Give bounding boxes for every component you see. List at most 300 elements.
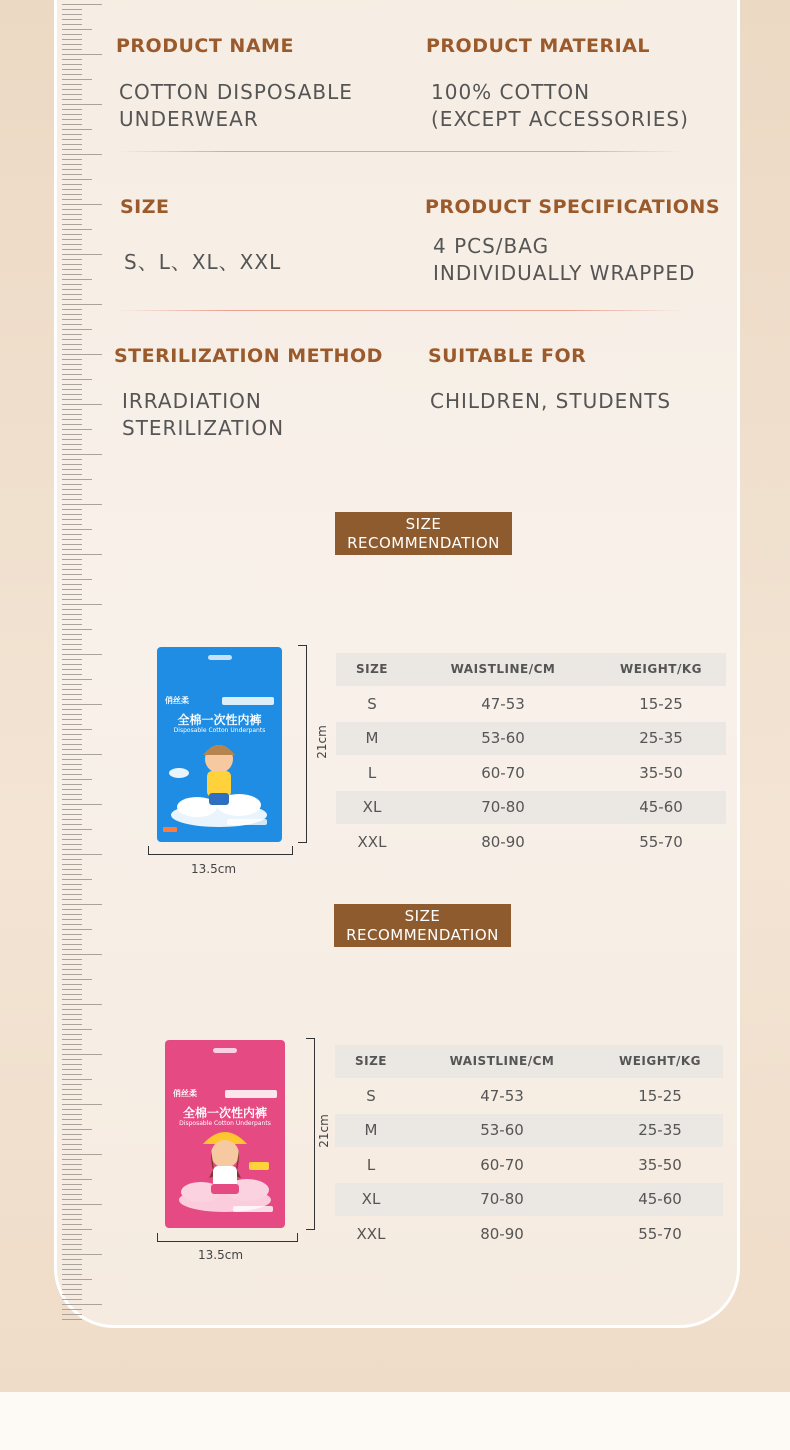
ruler-tick	[62, 949, 82, 950]
ruler-tick	[62, 99, 82, 100]
width-dimension-label: 13.5cm	[191, 862, 237, 876]
spec-value-line: STERILIZATION	[122, 416, 285, 440]
ruler-tick	[62, 464, 82, 465]
ruler-tick	[62, 284, 82, 285]
ruler-tick	[62, 879, 92, 880]
ruler-tick	[62, 819, 82, 820]
ruler-tick	[62, 609, 82, 610]
ruler-tick	[62, 614, 82, 615]
ruler-tick	[62, 1159, 82, 1160]
ruler-tick	[62, 109, 82, 110]
ruler-tick	[62, 549, 82, 550]
spec-value-line: UNDERWEAR	[119, 107, 259, 131]
ruler-tick	[62, 1219, 82, 1220]
spec-value-product-name	[119, 79, 353, 133]
package-logo: 俏丝柔	[173, 1089, 197, 1098]
ruler-tick	[62, 769, 82, 770]
ruler-tick	[62, 194, 82, 195]
table-cell: L	[366, 1155, 376, 1174]
ruler-tick	[62, 29, 92, 30]
table-cell: 45-60	[638, 1190, 682, 1209]
package-logo: 俏丝柔	[165, 696, 189, 705]
ruler-tick	[62, 639, 82, 640]
ruler-tick	[62, 999, 82, 1000]
ruler-tick	[62, 789, 82, 790]
ruler-tick	[62, 689, 82, 690]
ruler-tick	[62, 1014, 82, 1015]
table-cell: 15-25	[639, 694, 683, 713]
spec-value-line: (EXCEPT ACCESSORIES)	[431, 107, 689, 131]
table-row	[336, 791, 726, 824]
ruler-tick	[62, 344, 82, 345]
ruler-tick	[62, 1134, 82, 1135]
table-cell: 70-80	[481, 798, 525, 817]
table-header-cell: WAISTLINE/CM	[450, 662, 556, 677]
ruler-tick	[62, 504, 102, 505]
ruler-tick	[62, 649, 82, 650]
growth-ruler-decoration	[62, 0, 104, 1320]
ruler-tick	[62, 1189, 82, 1190]
ruler-tick	[62, 714, 82, 715]
spec-value-suitable-for	[430, 388, 671, 415]
ruler-tick	[62, 89, 82, 90]
ruler-tick	[62, 674, 82, 675]
table-cell: XL	[362, 798, 382, 817]
badge-line: RECOMMENDATION	[346, 926, 499, 944]
table-cell: 70-80	[480, 1190, 524, 1209]
ruler-tick	[62, 1119, 82, 1120]
ruler-tick	[62, 979, 92, 980]
ruler-tick	[62, 59, 82, 60]
ruler-tick	[62, 1099, 82, 1100]
ruler-tick	[62, 119, 82, 120]
table-cell: L	[367, 763, 377, 782]
ruler-tick	[62, 9, 82, 10]
ruler-tick	[62, 429, 92, 430]
ruler-tick	[62, 164, 82, 165]
table-row	[335, 1080, 723, 1113]
ruler-tick	[62, 424, 82, 425]
ruler-tick	[62, 1284, 82, 1285]
ruler-tick	[62, 894, 82, 895]
ruler-tick	[62, 44, 82, 45]
width-dimension-bracket	[148, 846, 293, 855]
ruler-tick	[62, 49, 82, 50]
table-cell: 53-60	[480, 1121, 524, 1140]
ruler-tick	[62, 799, 82, 800]
ruler-tick	[62, 1214, 82, 1215]
table-header-cell: WAISTLINE/CM	[449, 1054, 555, 1069]
ruler-tick	[62, 1069, 82, 1070]
spec-label-product-specifications: PRODUCT SPECIFICATIONS	[425, 196, 721, 218]
ruler-tick	[62, 399, 82, 400]
badge-line: RECOMMENDATION	[347, 534, 500, 552]
ruler-tick	[62, 1004, 102, 1005]
package-subtitle: Disposable Cotton Underpants	[179, 1120, 271, 1127]
table-cell: 25-35	[639, 729, 683, 748]
table-cell: 25-35	[638, 1121, 682, 1140]
ruler-tick	[62, 299, 82, 300]
table-header-row	[335, 1045, 723, 1078]
ruler-tick	[62, 684, 82, 685]
ruler-tick	[62, 514, 82, 515]
ruler-tick	[62, 664, 82, 665]
ruler-tick	[62, 779, 92, 780]
ruler-tick	[62, 79, 92, 80]
ruler-tick	[62, 374, 82, 375]
ruler-tick	[62, 909, 82, 910]
ruler-tick	[62, 1154, 102, 1155]
ruler-tick	[62, 814, 82, 815]
ruler-tick	[62, 994, 82, 995]
ruler-tick	[62, 729, 92, 730]
ruler-tick	[62, 309, 82, 310]
spec-value-line: 100% COTTON	[431, 80, 591, 104]
ruler-tick	[62, 709, 82, 710]
ruler-tick	[62, 1299, 82, 1300]
ruler-tick	[62, 469, 82, 470]
height-dimension-bracket	[298, 645, 307, 843]
ruler-tick	[62, 449, 82, 450]
spec-value-sterilization-method	[122, 388, 284, 442]
ruler-tick	[62, 1024, 82, 1025]
ruler-tick	[62, 759, 82, 760]
ruler-tick	[62, 1064, 82, 1065]
ruler-tick	[62, 594, 82, 595]
ruler-tick	[62, 1259, 82, 1260]
ruler-tick	[62, 1074, 82, 1075]
ruler-tick	[62, 1184, 82, 1185]
ruler-tick	[62, 1089, 82, 1090]
table-row	[336, 688, 726, 721]
table-header-cell: WEIGHT/KG	[618, 1054, 701, 1069]
ruler-tick	[62, 579, 92, 580]
spec-value-line: INDIVIDUALLY WRAPPED	[433, 261, 696, 285]
ruler-tick	[62, 139, 82, 140]
ruler-tick	[62, 1149, 82, 1150]
ruler-tick	[62, 294, 82, 295]
ruler-tick	[62, 1269, 82, 1270]
ruler-tick	[62, 989, 82, 990]
ruler-tick	[62, 1054, 102, 1055]
ruler-tick	[62, 1104, 102, 1105]
ruler-tick	[62, 524, 82, 525]
ruler-tick	[62, 584, 82, 585]
ruler-tick	[62, 84, 82, 85]
ruler-tick	[62, 784, 82, 785]
ruler-tick	[62, 974, 82, 975]
section-divider	[116, 151, 684, 152]
table-cell: 45-60	[639, 798, 683, 817]
spec-value-line: COTTON DISPOSABLE	[119, 80, 353, 104]
ruler-tick	[62, 1319, 82, 1320]
table-cell: XL	[361, 1190, 381, 1209]
package-title: 全棉一次性内裤	[177, 713, 262, 727]
height-dimension-label: 21cm	[315, 725, 329, 759]
ruler-tick	[62, 984, 82, 985]
ruler-tick	[62, 379, 92, 380]
table-cell: 60-70	[480, 1155, 524, 1174]
ruler-tick	[62, 499, 82, 500]
ruler-tick	[62, 184, 82, 185]
ruler-tick	[62, 229, 92, 230]
ruler-tick	[62, 249, 82, 250]
ruler-tick	[62, 24, 82, 25]
ruler-tick	[62, 1244, 82, 1245]
ruler-tick	[62, 809, 82, 810]
ruler-tick	[62, 574, 82, 575]
ruler-tick	[62, 1204, 102, 1205]
ruler-tick	[62, 884, 82, 885]
ruler-tick	[62, 254, 102, 255]
ruler-tick	[62, 944, 82, 945]
ruler-tick	[62, 634, 82, 635]
spec-value-line: 4 PCS/BAG	[433, 234, 550, 258]
ruler-tick	[62, 1264, 82, 1265]
ruler-tick	[62, 454, 102, 455]
ruler-tick	[62, 439, 82, 440]
spec-label-product-material: PRODUCT MATERIAL	[426, 35, 651, 57]
ruler-tick	[62, 644, 82, 645]
ruler-tick	[62, 479, 92, 480]
ruler-tick	[62, 14, 82, 15]
table-cell: 47-53	[480, 1086, 524, 1105]
ruler-tick	[62, 39, 82, 40]
spec-label-suitable-for: SUITABLE FOR	[428, 345, 587, 367]
table-cell: 35-50	[638, 1155, 682, 1174]
ruler-tick	[62, 654, 102, 655]
table-cell: S	[367, 694, 377, 713]
ruler-tick	[62, 519, 82, 520]
ruler-tick	[62, 219, 82, 220]
ruler-tick	[62, 1029, 92, 1030]
ruler-tick	[62, 874, 82, 875]
ruler-tick	[62, 1294, 82, 1295]
spec-value-size	[124, 249, 281, 276]
ruler-tick	[62, 234, 82, 235]
ruler-tick	[62, 1139, 82, 1140]
ruler-tick	[62, 899, 82, 900]
ruler-tick	[62, 1234, 82, 1235]
ruler-tick	[62, 559, 82, 560]
product-package-image-blue	[157, 647, 282, 842]
badge-line: SIZE	[405, 515, 442, 533]
ruler-tick	[62, 539, 82, 540]
spec-label-product-name: PRODUCT NAME	[116, 35, 294, 57]
table-row	[335, 1114, 723, 1147]
ruler-tick	[62, 279, 92, 280]
ruler-tick	[62, 534, 82, 535]
table-cell: XXL	[356, 1224, 386, 1243]
ruler-tick	[62, 744, 82, 745]
table-cell: 15-25	[638, 1086, 682, 1105]
table-cell: 80-90	[481, 832, 525, 851]
size-table	[336, 653, 726, 859]
ruler-tick	[62, 259, 82, 260]
ruler-tick	[62, 74, 82, 75]
ruler-tick	[62, 854, 102, 855]
ruler-tick	[62, 1109, 82, 1110]
package-subtitle: Disposable Cotton Underpants	[173, 727, 266, 734]
ruler-tick	[62, 444, 82, 445]
ruler-tick	[62, 1114, 82, 1115]
table-row	[335, 1149, 723, 1182]
ruler-tick	[62, 939, 82, 940]
height-dimension-bracket	[306, 1038, 315, 1230]
ruler-tick	[62, 589, 82, 590]
ruler-tick	[62, 1124, 82, 1125]
ruler-tick	[62, 364, 82, 365]
ruler-tick	[62, 19, 82, 20]
ruler-tick	[62, 844, 82, 845]
ruler-tick	[62, 1254, 102, 1255]
ruler-tick	[62, 1079, 92, 1080]
spec-value-line: CHILDREN, STUDENTS	[430, 389, 672, 413]
width-dimension-label: 13.5cm	[198, 1248, 244, 1262]
ruler-tick	[62, 1249, 82, 1250]
ruler-tick	[62, 804, 102, 805]
ruler-tick	[62, 314, 82, 315]
spec-label-size: SIZE	[120, 196, 170, 218]
height-dimension-label: 21cm	[317, 1114, 331, 1148]
package-illustration-icon	[165, 1040, 285, 1228]
ruler-tick	[62, 774, 82, 775]
ruler-tick	[62, 749, 82, 750]
ruler-tick	[62, 859, 82, 860]
ruler-tick	[62, 529, 92, 530]
ruler-tick	[62, 839, 82, 840]
ruler-tick	[62, 849, 82, 850]
table-row	[336, 757, 726, 790]
size-recommendation-badge	[334, 904, 511, 947]
table-cell: 47-53	[481, 694, 525, 713]
ruler-tick	[62, 864, 82, 865]
table-cell: 53-60	[481, 729, 525, 748]
ruler-tick	[62, 489, 82, 490]
ruler-tick	[62, 719, 82, 720]
ruler-tick	[62, 54, 102, 55]
ruler-tick	[62, 94, 82, 95]
ruler-tick	[62, 624, 82, 625]
table-cell: 55-70	[638, 1224, 682, 1243]
ruler-tick	[62, 114, 82, 115]
ruler-tick	[62, 1039, 82, 1040]
ruler-tick	[62, 329, 92, 330]
ruler-tick	[62, 179, 92, 180]
ruler-tick	[62, 1164, 82, 1165]
ruler-tick	[62, 824, 82, 825]
table-row	[336, 826, 726, 859]
table-row	[336, 722, 726, 755]
table-cell: 35-50	[639, 763, 683, 782]
ruler-tick	[62, 794, 82, 795]
ruler-tick	[62, 964, 82, 965]
ruler-tick	[62, 159, 82, 160]
table-cell: 80-90	[480, 1224, 524, 1243]
ruler-tick	[62, 324, 82, 325]
ruler-tick	[62, 599, 82, 600]
table-header-cell: SIZE	[354, 1054, 387, 1069]
ruler-tick	[62, 1174, 82, 1175]
spec-value-product-material	[431, 79, 689, 133]
ruler-tick	[62, 659, 82, 660]
package-illustration-icon	[157, 647, 282, 842]
ruler-tick	[62, 134, 82, 135]
ruler-tick	[62, 914, 82, 915]
product-package-image-pink	[165, 1040, 285, 1228]
ruler-tick	[62, 459, 82, 460]
ruler-tick	[62, 1019, 82, 1020]
ruler-tick	[62, 414, 82, 415]
ruler-tick	[62, 889, 82, 890]
ruler-tick	[62, 1194, 82, 1195]
ruler-tick	[62, 969, 82, 970]
ruler-tick	[62, 1049, 82, 1050]
ruler-tick	[62, 189, 82, 190]
badge-line: SIZE	[404, 907, 441, 925]
ruler-tick	[62, 404, 102, 405]
ruler-tick	[62, 1144, 82, 1145]
ruler-tick	[62, 1009, 82, 1010]
package-title: 全棉一次性内裤	[182, 1106, 267, 1120]
ruler-tick	[62, 244, 82, 245]
ruler-tick	[62, 569, 82, 570]
ruler-tick	[62, 474, 82, 475]
ruler-tick	[62, 869, 82, 870]
ruler-tick	[62, 149, 82, 150]
ruler-tick	[62, 1279, 92, 1280]
ruler-tick	[62, 604, 102, 605]
ruler-tick	[62, 304, 102, 305]
ruler-tick	[62, 554, 102, 555]
ruler-tick	[62, 1289, 82, 1290]
spec-value-line: S、L、XL、XXL	[124, 250, 282, 274]
ruler-tick	[62, 1044, 82, 1045]
ruler-tick	[62, 924, 82, 925]
table-cell: S	[366, 1086, 376, 1105]
spec-value-line: IRRADIATION	[122, 389, 262, 413]
ruler-tick	[62, 1274, 82, 1275]
table-header-row	[336, 653, 726, 686]
ruler-tick	[62, 389, 82, 390]
size-recommendation-badge	[335, 512, 512, 555]
ruler-tick	[62, 959, 82, 960]
ruler-tick	[62, 934, 82, 935]
ruler-tick	[62, 1304, 102, 1305]
ruler-tick	[62, 369, 82, 370]
ruler-tick	[62, 629, 92, 630]
ruler-tick	[62, 4, 102, 5]
ruler-tick	[62, 699, 82, 700]
ruler-tick	[62, 1179, 92, 1180]
ruler-tick	[62, 224, 82, 225]
ruler-tick	[62, 724, 82, 725]
width-dimension-bracket	[157, 1233, 298, 1242]
ruler-tick	[62, 1199, 82, 1200]
table-row	[335, 1218, 723, 1251]
ruler-tick	[62, 354, 102, 355]
spec-label-sterilization-method: STERILIZATION METHOD	[114, 345, 383, 367]
section-divider	[116, 310, 684, 311]
ruler-tick	[62, 69, 82, 70]
ruler-tick	[62, 214, 82, 215]
ruler-tick	[62, 384, 82, 385]
table-cell: XXL	[357, 832, 387, 851]
ruler-tick	[62, 834, 82, 835]
ruler-tick	[62, 1239, 82, 1240]
ruler-tick	[62, 334, 82, 335]
ruler-tick	[62, 1314, 82, 1315]
